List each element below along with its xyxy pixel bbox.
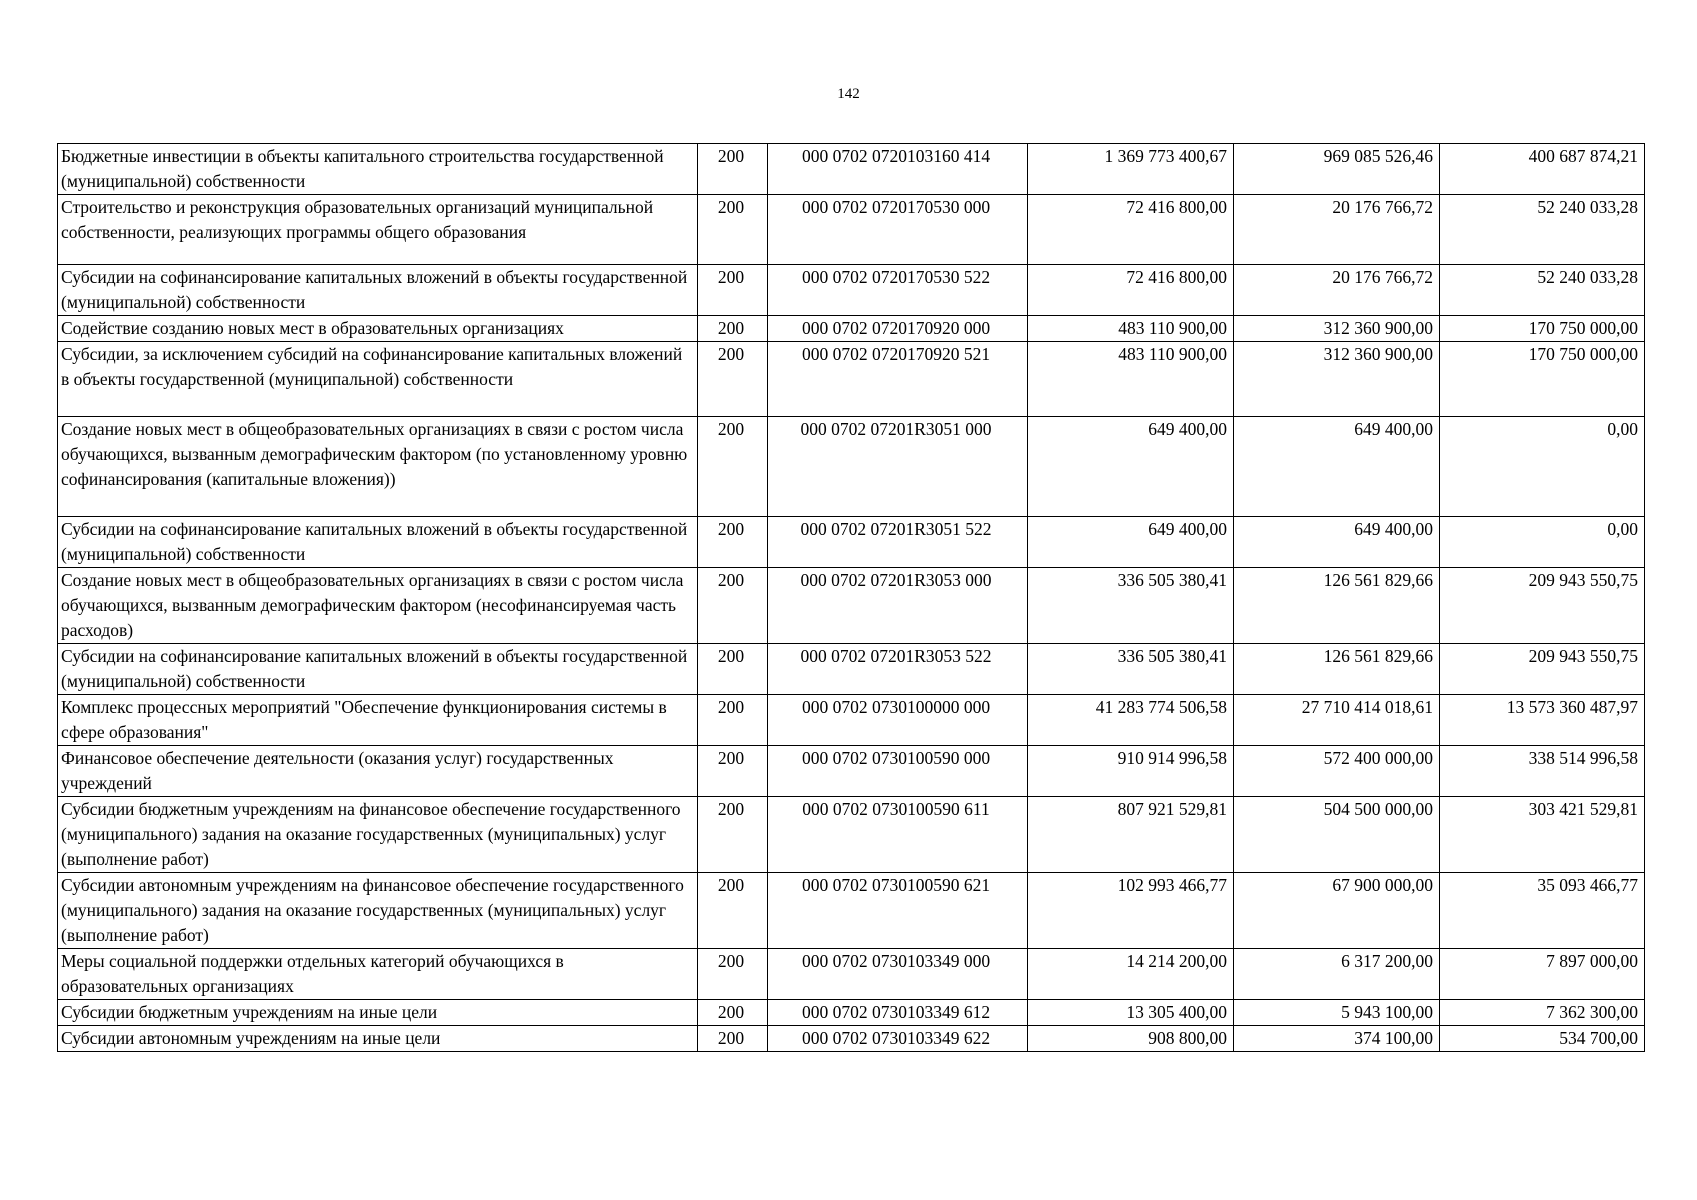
expense-name: Создание новых мест в общеобразовательных организациях в связи с ростом числа обучающихся, вызванным демографическим фактором (несофинансируемая часть расходов): [58, 568, 698, 644]
unexecuted-amount: 209 943 550,75: [1440, 568, 1645, 644]
table-row: [58, 949, 1645, 1000]
budget-execution-table: [57, 143, 1645, 1052]
expense-name: Субсидии на софинансирование капитальных вложений в объекты государственной (муниципальной) собственности: [58, 517, 698, 568]
budget-classification-code: 000 0702 0720170530 000: [768, 195, 1028, 265]
table-row: [58, 316, 1645, 342]
executed-amount: 20 176 766,72: [1234, 195, 1440, 265]
expense-name: Субсидии автономным учреждениям на иные цели: [58, 1026, 698, 1052]
executed-amount: 572 400 000,00: [1234, 746, 1440, 797]
budget-classification-code: 000 0702 0730100590 611: [768, 797, 1028, 873]
expense-name: Комплекс процессных мероприятий "Обеспечение функционирования системы в сфере образования": [58, 695, 698, 746]
approved-amount: 483 110 900,00: [1028, 342, 1234, 417]
unexecuted-amount: 400 687 874,21: [1440, 144, 1645, 195]
unexecuted-amount: 13 573 360 487,97: [1440, 695, 1645, 746]
line-code: 200: [698, 1026, 768, 1052]
unexecuted-amount: 35 093 466,77: [1440, 873, 1645, 949]
line-code: 200: [698, 949, 768, 1000]
expense-name: Субсидии, за исключением субсидий на софинансирование капитальных вложений в объекты государственной (муниципальной) собственности: [58, 342, 698, 417]
unexecuted-amount: 0,00: [1440, 517, 1645, 568]
line-code: 200: [698, 517, 768, 568]
table-row: [58, 1026, 1645, 1052]
line-code: 200: [698, 1000, 768, 1026]
expense-name: Субсидии на софинансирование капитальных вложений в объекты государственной (муниципальной) собственности: [58, 265, 698, 316]
budget-classification-code: 000 0702 07201R3053 522: [768, 644, 1028, 695]
executed-amount: 5 943 100,00: [1234, 1000, 1440, 1026]
table-row: [58, 265, 1645, 316]
unexecuted-amount: 52 240 033,28: [1440, 265, 1645, 316]
budget-classification-code: 000 0702 07201R3053 000: [768, 568, 1028, 644]
approved-amount: 649 400,00: [1028, 417, 1234, 517]
approved-amount: 336 505 380,41: [1028, 644, 1234, 695]
line-code: 200: [698, 195, 768, 265]
unexecuted-amount: 303 421 529,81: [1440, 797, 1645, 873]
approved-amount: 1 369 773 400,67: [1028, 144, 1234, 195]
budget-classification-code: 000 0702 0730103349 000: [768, 949, 1028, 1000]
approved-amount: 908 800,00: [1028, 1026, 1234, 1052]
approved-amount: 807 921 529,81: [1028, 797, 1234, 873]
budget-classification-code: 000 0702 07201R3051 000: [768, 417, 1028, 517]
table-row: [58, 144, 1645, 195]
expense-name: Строительство и реконструкция образовательных организаций муниципальной собственности, реализующих программы общего образования: [58, 195, 698, 265]
budget-classification-code: 000 0702 0720170920 000: [768, 316, 1028, 342]
line-code: 200: [698, 644, 768, 695]
executed-amount: 312 360 900,00: [1234, 316, 1440, 342]
unexecuted-amount: 0,00: [1440, 417, 1645, 517]
approved-amount: 13 305 400,00: [1028, 1000, 1234, 1026]
table-row: [58, 1000, 1645, 1026]
budget-classification-code: 000 0702 07201R3051 522: [768, 517, 1028, 568]
line-code: 200: [698, 316, 768, 342]
unexecuted-amount: 52 240 033,28: [1440, 195, 1645, 265]
table-row: [58, 644, 1645, 695]
executed-amount: 649 400,00: [1234, 517, 1440, 568]
expense-name: Субсидии на софинансирование капитальных вложений в объекты государственной (муниципальной) собственности: [58, 644, 698, 695]
executed-amount: 312 360 900,00: [1234, 342, 1440, 417]
executed-amount: 504 500 000,00: [1234, 797, 1440, 873]
unexecuted-amount: 7 897 000,00: [1440, 949, 1645, 1000]
expense-name: Создание новых мест в общеобразовательных организациях в связи с ростом числа обучающихся, вызванным демографическим фактором (по установленному уровню софинансирования (капитальные вложения)): [58, 417, 698, 517]
table-row: [58, 342, 1645, 417]
unexecuted-amount: 7 362 300,00: [1440, 1000, 1645, 1026]
line-code: 200: [698, 144, 768, 195]
table-row: [58, 517, 1645, 568]
budget-classification-code: 000 0702 0730100590 621: [768, 873, 1028, 949]
budget-classification-code: 000 0702 0720170920 521: [768, 342, 1028, 417]
unexecuted-amount: 170 750 000,00: [1440, 342, 1645, 417]
expense-name: Субсидии бюджетным учреждениям на иные цели: [58, 1000, 698, 1026]
line-code: 200: [698, 568, 768, 644]
line-code: 200: [698, 746, 768, 797]
table-row: [58, 195, 1645, 265]
table-row: [58, 695, 1645, 746]
executed-amount: 27 710 414 018,61: [1234, 695, 1440, 746]
budget-classification-code: 000 0702 0730100590 000: [768, 746, 1028, 797]
approved-amount: 72 416 800,00: [1028, 195, 1234, 265]
expense-name: Субсидии бюджетным учреждениям на финансовое обеспечение государственного (муниципального) задания на оказание государственных (муниципальных) услуг (выполнение работ): [58, 797, 698, 873]
budget-classification-code: 000 0702 0720170530 522: [768, 265, 1028, 316]
executed-amount: 374 100,00: [1234, 1026, 1440, 1052]
executed-amount: 67 900 000,00: [1234, 873, 1440, 949]
unexecuted-amount: 338 514 996,58: [1440, 746, 1645, 797]
budget-classification-code: 000 0702 0730103349 612: [768, 1000, 1028, 1026]
executed-amount: 649 400,00: [1234, 417, 1440, 517]
expense-name: Субсидии автономным учреждениям на финансовое обеспечение государственного (муниципального) задания на оказание государственных (муниципальных) услуг (выполнение работ): [58, 873, 698, 949]
line-code: 200: [698, 695, 768, 746]
approved-amount: 14 214 200,00: [1028, 949, 1234, 1000]
approved-amount: 483 110 900,00: [1028, 316, 1234, 342]
unexecuted-amount: 170 750 000,00: [1440, 316, 1645, 342]
expense-name: Финансовое обеспечение деятельности (оказания услуг) государственных учреждений: [58, 746, 698, 797]
table-row: [58, 417, 1645, 517]
expense-name: Содействие созданию новых мест в образовательных организациях: [58, 316, 698, 342]
line-code: 200: [698, 417, 768, 517]
executed-amount: 126 561 829,66: [1234, 568, 1440, 644]
expense-name: Бюджетные инвестиции в объекты капитального строительства государственной (муниципальной) собственности: [58, 144, 698, 195]
executed-amount: 969 085 526,46: [1234, 144, 1440, 195]
budget-classification-code: 000 0702 0720103160 414: [768, 144, 1028, 195]
line-code: 200: [698, 797, 768, 873]
table-row: [58, 873, 1645, 949]
executed-amount: 6 317 200,00: [1234, 949, 1440, 1000]
table-row: [58, 746, 1645, 797]
executed-amount: 20 176 766,72: [1234, 265, 1440, 316]
approved-amount: 72 416 800,00: [1028, 265, 1234, 316]
table-row: [58, 797, 1645, 873]
budget-classification-code: 000 0702 0730103349 622: [768, 1026, 1028, 1052]
approved-amount: 41 283 774 506,58: [1028, 695, 1234, 746]
approved-amount: 336 505 380,41: [1028, 568, 1234, 644]
page-number: 142: [837, 86, 860, 102]
unexecuted-amount: 534 700,00: [1440, 1026, 1645, 1052]
unexecuted-amount: 209 943 550,75: [1440, 644, 1645, 695]
approved-amount: 102 993 466,77: [1028, 873, 1234, 949]
table-row: [58, 568, 1645, 644]
line-code: 200: [698, 873, 768, 949]
line-code: 200: [698, 265, 768, 316]
approved-amount: 649 400,00: [1028, 517, 1234, 568]
line-code: 200: [698, 342, 768, 417]
expense-name: Меры социальной поддержки отдельных категорий обучающихся в образовательных организациях: [58, 949, 698, 1000]
budget-classification-code: 000 0702 0730100000 000: [768, 695, 1028, 746]
executed-amount: 126 561 829,66: [1234, 644, 1440, 695]
approved-amount: 910 914 996,58: [1028, 746, 1234, 797]
